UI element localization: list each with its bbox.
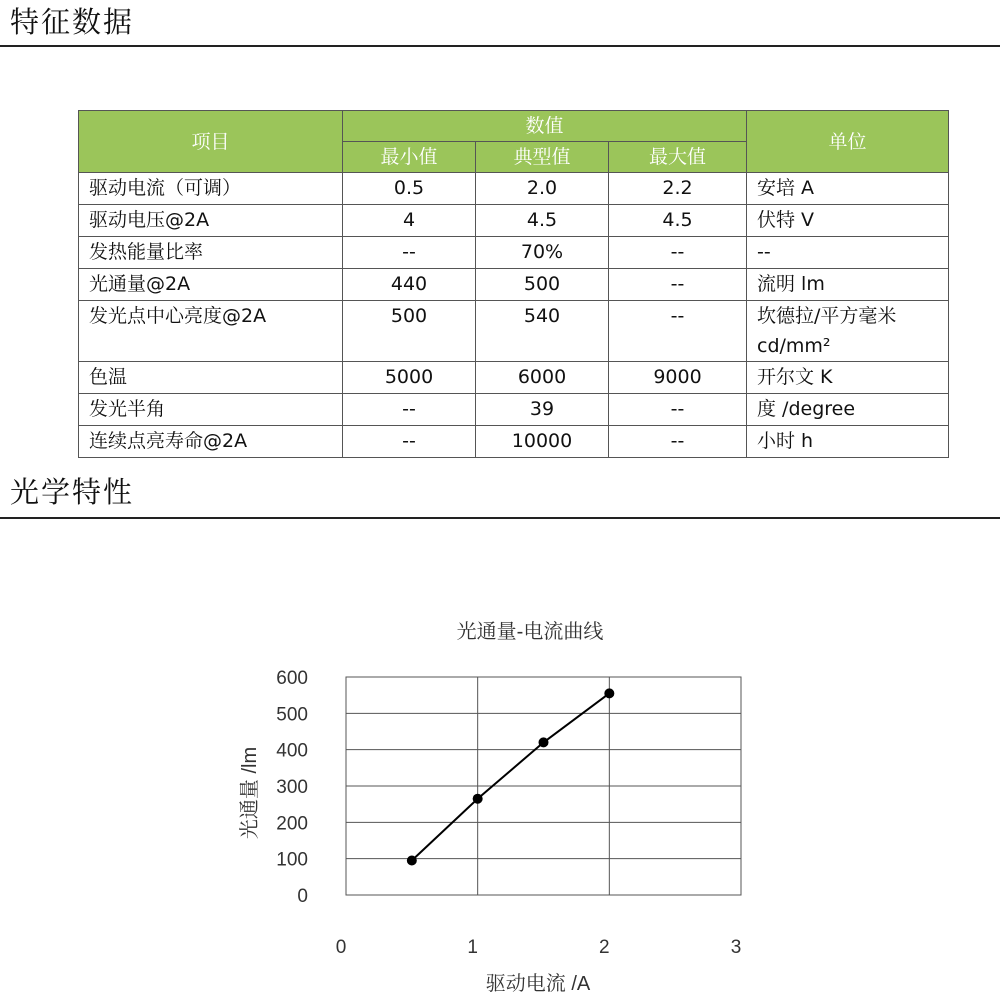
- section-divider: [0, 45, 1000, 47]
- cell-min: 4: [343, 205, 476, 237]
- data-point: [473, 794, 483, 804]
- cell-typ: 4.5: [476, 205, 609, 237]
- table-row: [79, 205, 949, 237]
- table-row: [79, 173, 949, 205]
- data-point: [604, 688, 614, 698]
- y-tick-label: 0: [297, 886, 308, 907]
- cell-unit: [747, 301, 949, 362]
- cell-max: --: [609, 237, 747, 269]
- header-max: 最大值: [609, 142, 747, 173]
- cell-unit: 伏特 V: [747, 205, 949, 237]
- table-row: [79, 362, 949, 394]
- cell-typ: 70%: [476, 237, 609, 269]
- cell-item: 驱动电压@2A: [79, 205, 343, 237]
- cell-min: 500: [343, 301, 476, 362]
- cell-item: 色温: [79, 362, 343, 394]
- y-tick-label: 200: [276, 813, 308, 835]
- cell-unit: --: [747, 237, 949, 269]
- header-item: 项目: [79, 111, 343, 173]
- cell-min: 5000: [343, 362, 476, 394]
- cell-min: --: [343, 237, 476, 269]
- cell-max: --: [609, 269, 747, 301]
- y-tick-label: 300: [276, 777, 308, 798]
- cell-max: --: [609, 301, 747, 362]
- cell-item: 发光半角: [79, 394, 343, 426]
- cell-typ: 6000: [476, 362, 609, 394]
- cell-typ: 500: [476, 269, 609, 301]
- cell-min: 440: [343, 269, 476, 301]
- header-typ: 典型值: [476, 142, 609, 173]
- flux-current-chart: [0, 560, 1000, 1000]
- cell-min: 0.5: [343, 173, 476, 205]
- x-tick-label: 0: [335, 937, 347, 958]
- cell-typ: 2.0: [476, 173, 609, 205]
- cell-item: 光通量@2A: [79, 269, 343, 301]
- chart-svg: [0, 560, 1000, 1000]
- cell-unit: 小时 h: [747, 426, 949, 458]
- cell-max: --: [609, 426, 747, 458]
- cell-unit: 开尔文 K: [747, 362, 949, 394]
- x-tick-label: 2: [599, 937, 610, 958]
- cell-min: --: [343, 394, 476, 426]
- y-tick-label: 600: [276, 668, 308, 689]
- data-point: [539, 737, 549, 747]
- x-tick-label: 1: [467, 937, 478, 958]
- cell-item: 发光点中心亮度@2A: [79, 301, 343, 362]
- section-title-optics: 光学特性: [10, 475, 135, 509]
- table-row: [79, 301, 949, 362]
- header-min: 最小值: [343, 142, 476, 173]
- cell-unit: 度 /degree: [747, 394, 949, 426]
- table-row: [79, 394, 949, 426]
- cell-item: 驱动电流（可调）: [79, 173, 343, 205]
- cell-typ: 10000: [476, 426, 609, 458]
- cell-item: 连续点亮寿命@2A: [79, 426, 343, 458]
- cell-max: 9000: [609, 362, 747, 394]
- spec-table: [78, 110, 949, 458]
- cell-typ: 39: [476, 394, 609, 426]
- cell-unit-line1: 坎德拉/平方毫米: [757, 305, 897, 327]
- cell-unit: 流明 lm: [747, 269, 949, 301]
- data-point: [407, 855, 417, 865]
- cell-unit-line2: cd/mm²: [757, 335, 831, 357]
- header-value-group: 数值: [343, 111, 747, 142]
- cell-max: 2.2: [609, 173, 747, 205]
- y-tick-label: 400: [276, 740, 308, 762]
- table-row: [79, 237, 949, 269]
- chart-title: 光通量-电流曲线: [456, 621, 604, 643]
- cell-unit: 安培 A: [747, 173, 949, 205]
- cell-typ: 540: [476, 301, 609, 362]
- series-line: [412, 693, 609, 860]
- cell-min: --: [343, 426, 476, 458]
- cell-max: 4.5: [609, 205, 747, 237]
- x-axis-label: 驱动电流 /A: [485, 973, 591, 995]
- table-row: [79, 269, 949, 301]
- cell-max: --: [609, 394, 747, 426]
- table-row: [79, 426, 949, 458]
- y-tick-label: 500: [276, 704, 308, 726]
- section-title-spec: 特征数据: [10, 5, 135, 39]
- cell-item: 发热能量比率: [79, 237, 343, 269]
- x-tick-label: 3: [730, 937, 742, 958]
- section-divider: [0, 517, 1000, 519]
- y-axis-label: 光通量 /lm: [239, 746, 261, 840]
- header-unit: 单位: [747, 111, 949, 173]
- y-tick-label: 100: [276, 849, 308, 871]
